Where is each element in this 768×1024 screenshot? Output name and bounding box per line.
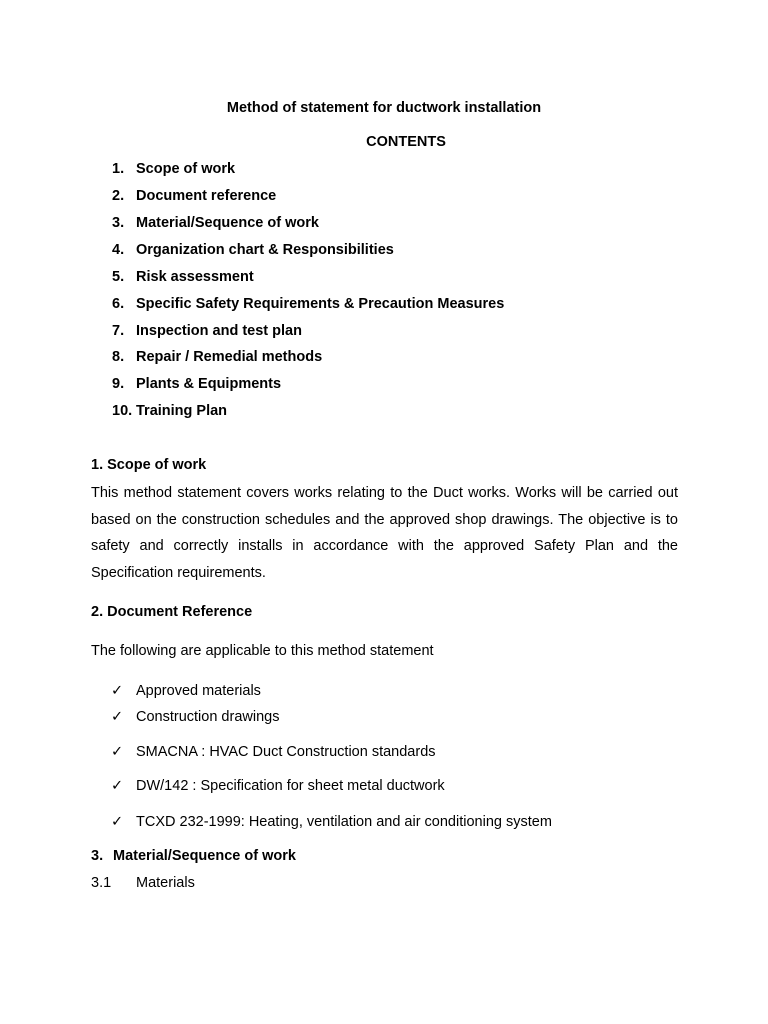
contents-heading: CONTENTS <box>366 134 446 150</box>
section-heading-document-reference: 2. Document Reference <box>91 604 253 620</box>
toc-label: Plants & Equipments <box>136 376 282 392</box>
toc-label: Risk assessment <box>136 269 254 285</box>
checkmark-icon: ✓ <box>111 778 124 794</box>
checkmark-icon: ✓ <box>111 744 124 760</box>
toc-number: 10. <box>112 403 133 419</box>
checkmark-icon: ✓ <box>111 683 124 699</box>
reference-item: Approved materials <box>136 683 261 699</box>
toc-number: 7. <box>112 323 125 339</box>
toc-number: 5. <box>112 269 125 285</box>
toc-label: Scope of work <box>136 161 236 177</box>
toc-label: Inspection and test plan <box>136 323 302 339</box>
reference-intro: The following are applicable to this method statement <box>91 643 434 659</box>
toc-label: Organization chart & Responsibilities <box>136 242 394 258</box>
toc-label: Repair / Remedial methods <box>136 349 323 365</box>
reference-item: TCXD 232-1999: Heating, ventilation and air conditioning system <box>136 814 552 830</box>
toc-number: 3. <box>112 215 125 231</box>
checkmark-icon: ✓ <box>111 709 124 725</box>
reference-item: SMACNA : HVAC Duct Construction standards <box>136 744 436 760</box>
toc-number: 6. <box>112 296 125 312</box>
section-number-material: 3. <box>91 848 104 864</box>
reference-item: DW/142 : Specification for sheet metal ductwork <box>136 778 445 794</box>
subsection-heading: Materials <box>136 875 195 891</box>
toc-label: Training Plan <box>136 403 228 419</box>
section-heading-scope: 1. Scope of work <box>91 457 207 473</box>
section-heading-material: Material/Sequence of work <box>113 848 296 864</box>
toc-number: 8. <box>112 349 125 365</box>
toc-label: Document reference <box>136 188 277 204</box>
checkmark-icon: ✓ <box>111 814 124 830</box>
toc-label: Material/Sequence of work <box>136 215 319 231</box>
subsection-number: 3.1 <box>91 875 112 891</box>
scope-paragraph: This method statement covers works relating to the Duct works. Works will be carried out based on the construction schedules and the approved shop drawings. The objective is to safety and correctly installs in accordance with the approved Safety Plan and the Specification requirements. <box>91 485 678 581</box>
toc-number: 9. <box>112 376 125 392</box>
toc-number: 4. <box>112 242 125 258</box>
reference-item: Construction drawings <box>136 709 280 725</box>
toc-number: 1. <box>112 161 125 177</box>
document-title: Method of statement for ductwork installation <box>226 100 542 116</box>
toc-label: Specific Safety Requirements & Precaution Measures <box>136 296 505 312</box>
toc-number: 2. <box>112 188 125 204</box>
